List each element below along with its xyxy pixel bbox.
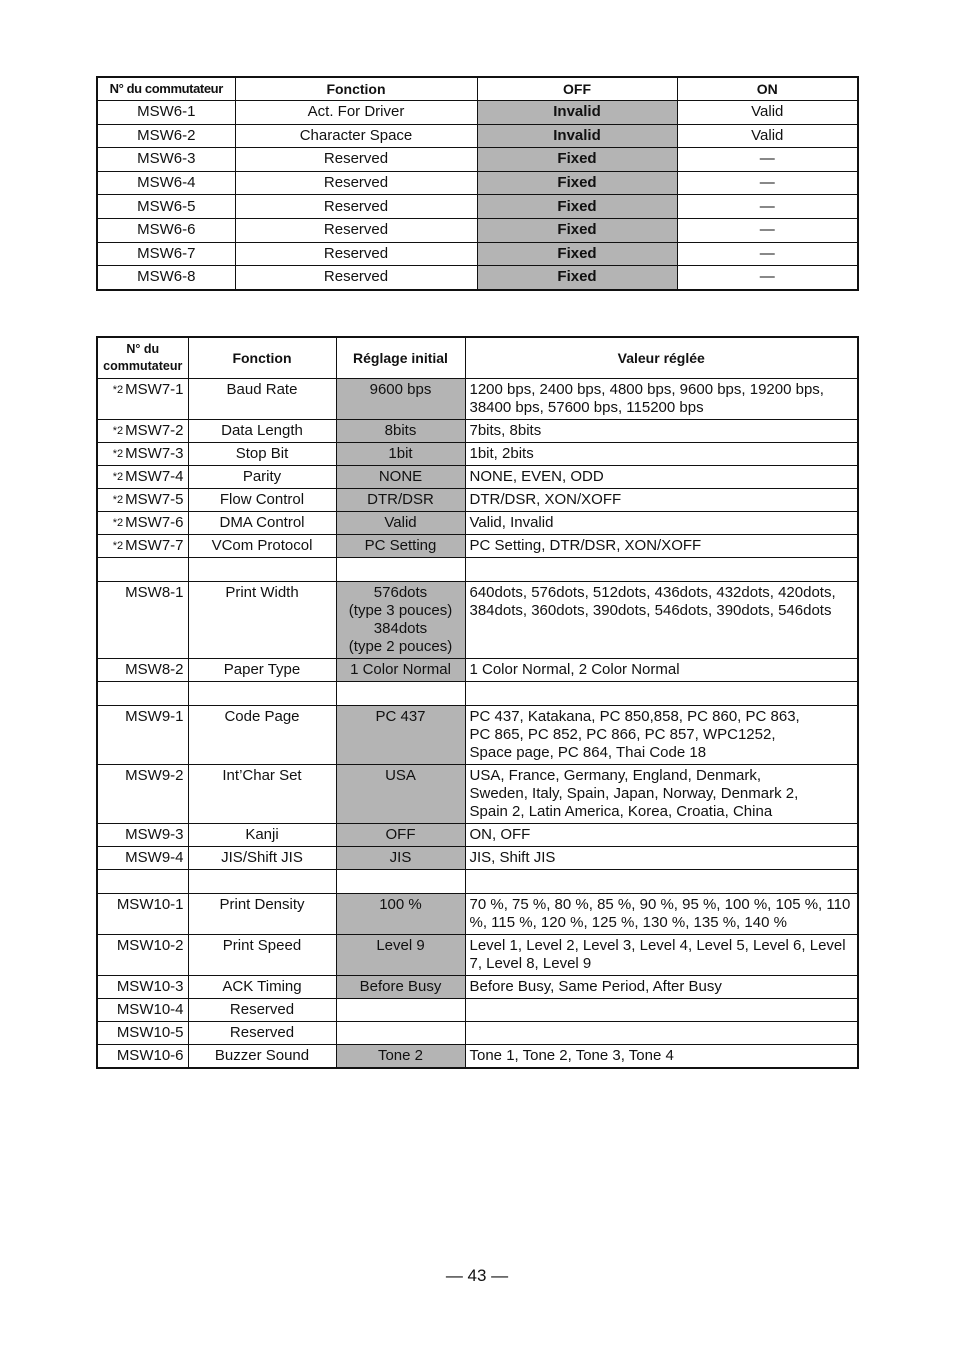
- initial-cell: Level 9: [336, 935, 465, 976]
- switch-label: MSW7-2: [125, 422, 184, 439]
- switch-cell: MSW8-1: [97, 582, 188, 659]
- blank-cell: [336, 870, 465, 894]
- function-cell: VCom Protocol: [188, 535, 336, 558]
- switch-cell: MSW6-5: [97, 195, 235, 219]
- switch-label: MSW7-3: [125, 445, 184, 462]
- values-cell: Level 1, Level 2, Level 3, Level 4, Level 5, Level 6, Level 7, Level 8, Level 9: [465, 935, 858, 976]
- function-cell: Print Speed: [188, 935, 336, 976]
- switch-label: MSW7-6: [125, 514, 184, 531]
- initial-cell: Before Busy: [336, 976, 465, 999]
- off-cell: Invalid: [477, 124, 677, 148]
- off-cell: Fixed: [477, 195, 677, 219]
- initial-cell: [336, 1022, 465, 1045]
- values-cell: [465, 706, 858, 765]
- table-header-row: [97, 77, 858, 101]
- off-cell: Fixed: [477, 171, 677, 195]
- table-row: [97, 976, 858, 999]
- initial-cell: OFF: [336, 824, 465, 847]
- on-cell: Valid: [677, 124, 858, 148]
- table-row: [97, 266, 858, 290]
- header-switch: [97, 337, 188, 379]
- page-number: — 43 —: [445, 1266, 509, 1285]
- initial-line: 576dots: [373, 584, 428, 601]
- values-cell: [465, 999, 858, 1022]
- values-cell: [465, 1022, 858, 1045]
- initial-cell: 1bit: [336, 443, 465, 466]
- separator-row: [97, 870, 858, 894]
- table-row: [97, 124, 858, 148]
- header-on: ON: [677, 77, 858, 101]
- function-cell: Reserved: [188, 999, 336, 1022]
- table-row: [97, 847, 858, 870]
- switch-label: MSW7-4: [125, 468, 184, 485]
- table-row: [97, 824, 858, 847]
- switch-cell: MSW10-2: [97, 935, 188, 976]
- table-row: [97, 420, 858, 443]
- table-row: [97, 101, 858, 125]
- values-cell: 7bits, 8bits: [465, 420, 858, 443]
- function-cell: Reserved: [235, 242, 477, 266]
- header-switch: N° du commutateur: [97, 77, 235, 101]
- function-cell: Print Density: [188, 894, 336, 935]
- function-cell: Flow Control: [188, 489, 336, 512]
- initial-line: (type 3 pouces): [348, 602, 453, 619]
- blank-cell: [97, 558, 188, 582]
- values-cell: ON, OFF: [465, 824, 858, 847]
- switch-cell: [97, 379, 188, 420]
- table-row: [97, 1045, 858, 1069]
- initial-cell: 9600 bps: [336, 379, 465, 420]
- table-row: [97, 935, 858, 976]
- function-cell: Data Length: [188, 420, 336, 443]
- table-row: [97, 582, 858, 659]
- switch-cell: MSW6-1: [97, 101, 235, 125]
- initial-cell: JIS: [336, 847, 465, 870]
- function-cell: JIS/Shift JIS: [188, 847, 336, 870]
- values-cell: Before Busy, Same Period, After Busy: [465, 976, 858, 999]
- values-cell: 1 Color Normal, 2 Color Normal: [465, 659, 858, 682]
- initial-cell: PC Setting: [336, 535, 465, 558]
- switch-cell: [97, 489, 188, 512]
- value-line: Spain 2, Latin America, Korea, Croatia, China: [469, 803, 773, 820]
- switch-cell: MSW10-6: [97, 1045, 188, 1069]
- initial-cell: 1 Color Normal: [336, 659, 465, 682]
- blank-cell: [188, 558, 336, 582]
- switch-cell: MSW10-3: [97, 976, 188, 999]
- note-mark: *2: [112, 540, 124, 552]
- values-cell: 1200 bps, 2400 bps, 4800 bps, 9600 bps, 19200 bps, 38400 bps, 57600 bps, 115200 bps: [465, 379, 858, 420]
- header-switch-line1: N° du: [126, 342, 160, 356]
- function-cell: Print Width: [188, 582, 336, 659]
- initial-cell: PC 437: [336, 706, 465, 765]
- initial-line: 384dots: [373, 620, 428, 637]
- function-cell: Baud Rate: [188, 379, 336, 420]
- initial-cell: USA: [336, 765, 465, 824]
- table-row: [97, 706, 858, 765]
- off-cell: Fixed: [477, 242, 677, 266]
- note-mark: *2: [112, 384, 124, 396]
- table-row: [97, 512, 858, 535]
- switch-cell: MSW6-7: [97, 242, 235, 266]
- values-cell: NONE, EVEN, ODD: [465, 466, 858, 489]
- off-cell: Fixed: [477, 266, 677, 290]
- table-row: [97, 379, 858, 420]
- function-cell: Paper Type: [188, 659, 336, 682]
- values-cell: 640dots, 576dots, 512dots, 436dots, 432dots, 420dots, 384dots, 360dots, 390dots, 546dots, 390dots, 546dots: [465, 582, 858, 659]
- function-cell: Kanji: [188, 824, 336, 847]
- switch-cell: MSW6-3: [97, 148, 235, 172]
- msw7-10-table: [96, 336, 859, 1069]
- off-cell: Fixed: [477, 218, 677, 242]
- table-row: [97, 148, 858, 172]
- switch-cell: MSW6-4: [97, 171, 235, 195]
- blank-cell: [188, 682, 336, 706]
- blank-cell: [465, 558, 858, 582]
- table-row: [97, 894, 858, 935]
- initial-cell: [336, 999, 465, 1022]
- table-row: [97, 535, 858, 558]
- switch-cell: [97, 512, 188, 535]
- function-cell: Reserved: [235, 195, 477, 219]
- initial-cell: Tone 2: [336, 1045, 465, 1069]
- off-cell: Fixed: [477, 148, 677, 172]
- table-row: [97, 999, 858, 1022]
- value-line: USA, France, Germany, England, Denmark,: [469, 767, 762, 784]
- switch-cell: MSW6-8: [97, 266, 235, 290]
- switch-cell: MSW8-2: [97, 659, 188, 682]
- values-cell: [465, 765, 858, 824]
- switch-cell: MSW6-6: [97, 218, 235, 242]
- values-cell: Valid, Invalid: [465, 512, 858, 535]
- function-cell: Int’Char Set: [188, 765, 336, 824]
- on-cell: —: [677, 195, 858, 219]
- values-cell: JIS, Shift JIS: [465, 847, 858, 870]
- switch-cell: MSW10-1: [97, 894, 188, 935]
- blank-cell: [97, 682, 188, 706]
- switch-cell: [97, 535, 188, 558]
- on-cell: Valid: [677, 101, 858, 125]
- function-cell: Buzzer Sound: [188, 1045, 336, 1069]
- value-line: Space page, PC 864, Thai Code 18: [469, 744, 707, 761]
- switch-label: MSW7-1: [125, 381, 184, 398]
- blank-cell: [336, 682, 465, 706]
- function-cell: Reserved: [188, 1022, 336, 1045]
- values-cell: 70 %, 75 %, 80 %, 85 %, 90 %, 95 %, 100 %, 105 %, 110 %, 115 %, 120 %, 125 %, 130 %, 135 %, 140 %: [465, 894, 858, 935]
- header-switch-line2: commutateur: [103, 359, 183, 373]
- switch-cell: [97, 420, 188, 443]
- table-row: [97, 765, 858, 824]
- value-line: Sweden, Italy, Spain, Japan, Norway, Denmark 2,: [469, 785, 799, 802]
- switch-cell: MSW6-2: [97, 124, 235, 148]
- blank-cell: [336, 558, 465, 582]
- table-row: [97, 1022, 858, 1045]
- switch-cell: MSW9-2: [97, 765, 188, 824]
- note-mark: *2: [112, 471, 124, 483]
- initial-line: (type 2 pouces): [348, 638, 453, 655]
- initial-cell: 8bits: [336, 420, 465, 443]
- initial-cell: Valid: [336, 512, 465, 535]
- switch-cell: MSW10-4: [97, 999, 188, 1022]
- on-cell: —: [677, 218, 858, 242]
- initial-cell: NONE: [336, 466, 465, 489]
- function-cell: Code Page: [188, 706, 336, 765]
- function-cell: Reserved: [235, 148, 477, 172]
- function-cell: Stop Bit: [188, 443, 336, 466]
- on-cell: —: [677, 266, 858, 290]
- function-cell: Act. For Driver: [235, 101, 477, 125]
- blank-cell: [465, 870, 858, 894]
- function-cell: Parity: [188, 466, 336, 489]
- function-cell: Reserved: [235, 218, 477, 242]
- blank-cell: [97, 870, 188, 894]
- values-cell: PC Setting, DTR/DSR, XON/XOFF: [465, 535, 858, 558]
- note-mark: *2: [112, 494, 124, 506]
- values-cell: DTR/DSR, XON/XOFF: [465, 489, 858, 512]
- initial-cell: [336, 582, 465, 659]
- table-row: [97, 489, 858, 512]
- initial-cell: DTR/DSR: [336, 489, 465, 512]
- function-cell: DMA Control: [188, 512, 336, 535]
- header-function: Fonction: [235, 77, 477, 101]
- table-row: [97, 242, 858, 266]
- header-values: Valeur réglée: [465, 337, 858, 379]
- value-line: PC 865, PC 852, PC 866, PC 857, WPC1252,: [469, 726, 776, 743]
- header-off: OFF: [477, 77, 677, 101]
- on-cell: —: [677, 242, 858, 266]
- switch-cell: MSW9-4: [97, 847, 188, 870]
- values-cell: Tone 1, Tone 2, Tone 3, Tone 4: [465, 1045, 858, 1069]
- switch-label: MSW7-5: [125, 491, 184, 508]
- switch-cell: MSW9-1: [97, 706, 188, 765]
- separator-row: [97, 558, 858, 582]
- function-cell: ACK Timing: [188, 976, 336, 999]
- table-row: [97, 659, 858, 682]
- header-initial: Réglage initial: [336, 337, 465, 379]
- function-cell: Reserved: [235, 266, 477, 290]
- note-mark: *2: [112, 425, 124, 437]
- table-row: [97, 195, 858, 219]
- initial-cell: 100 %: [336, 894, 465, 935]
- function-cell: Reserved: [235, 171, 477, 195]
- table-header-row: [97, 337, 858, 379]
- table-row: [97, 443, 858, 466]
- blank-cell: [465, 682, 858, 706]
- value-line: PC 437, Katakana, PC 850,858, PC 860, PC 863,: [469, 708, 800, 725]
- table-row: [97, 218, 858, 242]
- switch-cell: MSW10-5: [97, 1022, 188, 1045]
- table-row: [97, 171, 858, 195]
- function-cell: Character Space: [235, 124, 477, 148]
- table-row: [97, 466, 858, 489]
- on-cell: —: [677, 171, 858, 195]
- note-mark: *2: [112, 517, 124, 529]
- off-cell: Invalid: [477, 101, 677, 125]
- switch-cell: [97, 466, 188, 489]
- switch-label: MSW7-7: [125, 537, 184, 554]
- separator-row: [97, 682, 858, 706]
- switch-cell: [97, 443, 188, 466]
- on-cell: —: [677, 148, 858, 172]
- header-function: Fonction: [188, 337, 336, 379]
- msw6-table: [96, 76, 859, 291]
- blank-cell: [188, 870, 336, 894]
- note-mark: *2: [112, 448, 124, 460]
- values-cell: 1bit, 2bits: [465, 443, 858, 466]
- switch-cell: MSW9-3: [97, 824, 188, 847]
